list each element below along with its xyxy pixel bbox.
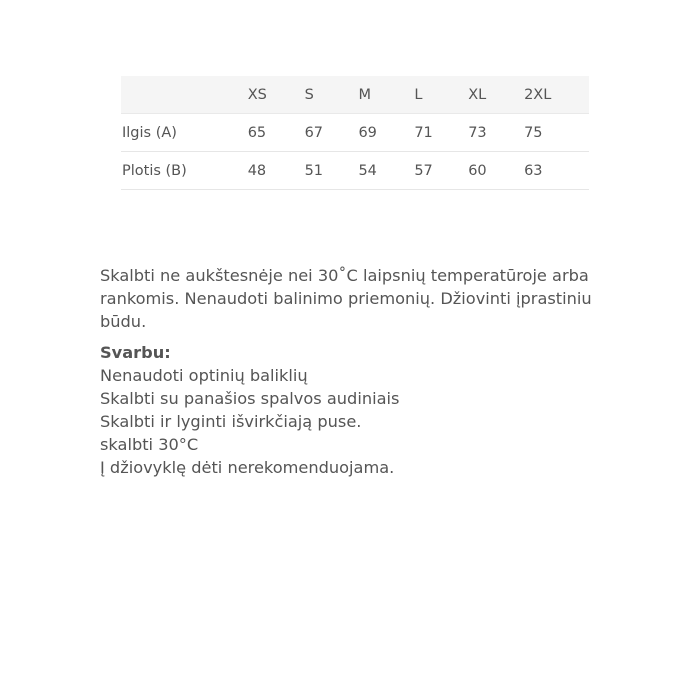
care-paragraph: Skalbti ne aukštesnėje nei 30˚C laipsnių temperatūroje arba rankomis. Nenaudoti balinimo priemonių. Džiovinti įprastiniu būdu. xyxy=(100,266,592,331)
table-row-length xyxy=(121,114,589,152)
header-size-xl: XL xyxy=(468,76,524,114)
care-instructions xyxy=(100,264,605,479)
notice-line-dryer: Į džiovyklę dėti nerekomenduojama. xyxy=(100,458,395,477)
size-header-row xyxy=(121,76,589,114)
width-m: 54 xyxy=(358,152,414,190)
notice-line-inside-out: Skalbti ir lyginti išvirkčiają puse. xyxy=(100,412,362,431)
width-xl: 60 xyxy=(468,152,524,190)
header-size-m: M xyxy=(358,76,414,114)
header-size-s: S xyxy=(305,76,359,114)
header-size-xs: XS xyxy=(248,76,305,114)
notice-title: Svarbu: xyxy=(100,343,171,362)
notice-line-wash-temperature: skalbti 30°C xyxy=(100,435,199,454)
length-m: 69 xyxy=(358,114,414,152)
row-label-length: Ilgis (A) xyxy=(121,114,248,152)
width-xs: 48 xyxy=(248,152,305,190)
width-l: 57 xyxy=(414,152,468,190)
length-2xl: 75 xyxy=(524,114,589,152)
length-xl: 73 xyxy=(468,114,524,152)
width-s: 51 xyxy=(305,152,359,190)
size-table xyxy=(121,76,589,190)
header-empty-cell xyxy=(121,76,248,114)
header-size-l: L xyxy=(414,76,468,114)
header-size-2xl: 2XL xyxy=(524,76,589,114)
important-notice xyxy=(100,341,605,479)
width-2xl: 63 xyxy=(524,152,589,190)
length-xs: 65 xyxy=(248,114,305,152)
length-l: 71 xyxy=(414,114,468,152)
notice-line-optical-brighteners: Nenaudoti optinių baliklių xyxy=(100,366,308,385)
length-s: 67 xyxy=(305,114,359,152)
table-row-width xyxy=(121,152,589,190)
row-label-width: Plotis (B) xyxy=(121,152,248,190)
notice-line-similar-colors: Skalbti su panašios spalvos audiniais xyxy=(100,389,400,408)
